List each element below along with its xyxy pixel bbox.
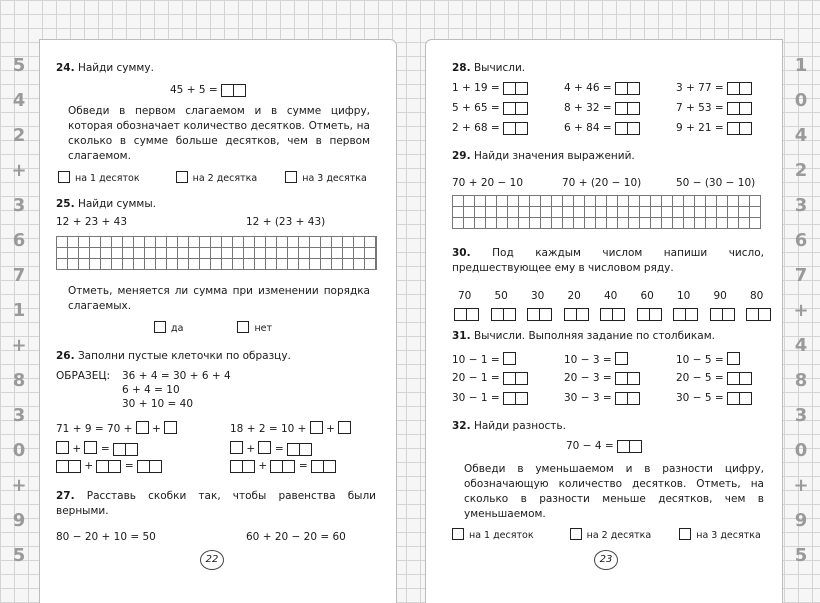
answer-boxes[interactable]	[637, 308, 662, 322]
margin-digit: 3	[794, 195, 808, 216]
exercise-32-options	[452, 528, 761, 541]
answer-boxes[interactable]	[503, 392, 528, 406]
margin-digit: +	[793, 300, 809, 321]
workbook-page-left	[40, 40, 396, 603]
sample-line: 36 + 4 = 30 + 6 + 4	[122, 370, 231, 382]
answer-grid[interactable]	[452, 195, 761, 229]
calc-item	[452, 102, 528, 116]
answer-boxes[interactable]	[617, 440, 642, 454]
exercise-25-options	[154, 321, 272, 334]
calc-item	[564, 372, 640, 386]
answer-boxes[interactable]	[491, 308, 516, 322]
answer-boxes[interactable]	[503, 372, 528, 386]
margin-digit: 5	[12, 545, 26, 566]
answer-boxes[interactable]	[287, 443, 312, 457]
exercise-26-task-1-line-3: + =	[56, 460, 162, 474]
margin-digit: +	[793, 475, 809, 496]
exercise-title: Найди суммы.	[77, 198, 156, 210]
expression-text: 30 − 3 =	[564, 392, 612, 404]
exercise-30-heading	[452, 246, 764, 276]
exercise-26-task-1: 71 + 9 = 70 + +	[56, 421, 177, 435]
expression-text: 10 − 3 =	[564, 354, 612, 366]
margin-digit: 9	[794, 510, 808, 531]
margin-digit: +	[11, 160, 27, 181]
exercise-25-expression-1: 12 + 23 + 43	[56, 216, 128, 228]
exercise-26-task-2: 18 + 2 = 10 + +	[230, 421, 351, 435]
calc-item	[564, 122, 640, 136]
calc-item	[676, 372, 752, 386]
calc-item	[676, 122, 752, 136]
margin-digit: 6	[794, 230, 808, 251]
exercise-27-expression-1: 80 − 20 + 10 = 50	[56, 531, 156, 543]
answer-boxes[interactable]	[311, 460, 336, 474]
answer-box[interactable]	[338, 421, 351, 434]
answer-boxes[interactable]	[615, 102, 640, 116]
expression-text: 9 + 21 =	[676, 122, 724, 134]
answer-box[interactable]	[164, 421, 177, 434]
margin-digit: 7	[794, 265, 808, 286]
expression-text: 3 + 77 =	[676, 82, 724, 94]
answer-boxes[interactable]	[615, 122, 640, 136]
exercise-number: 24.	[56, 62, 75, 74]
answer-box[interactable]	[230, 441, 243, 454]
exercise-27-expression-2: 60 + 20 − 20 = 60	[246, 531, 346, 543]
margin-digit: 6	[12, 230, 26, 251]
exercise-24-expression	[170, 84, 246, 98]
answer-boxes[interactable]	[56, 460, 81, 474]
expression-text: 8 + 32 =	[564, 102, 612, 114]
margin-digit: 0	[794, 440, 808, 461]
sample-label: ОБРАЗЕЦ:	[56, 370, 111, 382]
exercise-title: Найди сумму.	[77, 62, 154, 74]
margin-digit: 4	[794, 335, 808, 356]
exercise-title: Найди значения выражений.	[473, 150, 635, 162]
answer-boxes[interactable]	[527, 308, 552, 322]
exercise-26-task-2-line-3: + =	[230, 460, 336, 474]
margin-digit: 8	[794, 370, 808, 391]
option-checkbox[interactable]: на 3 десятка	[285, 173, 367, 184]
answer-box[interactable]	[84, 441, 97, 454]
exercise-25-heading	[56, 198, 156, 210]
expression-text: 30 − 1 =	[452, 392, 500, 404]
page-number: 23	[594, 550, 618, 570]
answer-box[interactable]	[727, 352, 740, 365]
answer-boxes[interactable]	[673, 308, 698, 322]
answer-boxes[interactable]	[710, 308, 735, 322]
answer-boxes[interactable]	[615, 82, 640, 96]
calc-item	[564, 352, 628, 366]
sequence-number: 90	[713, 290, 727, 302]
margin-digit: 5	[794, 545, 808, 566]
margin-digit: 1	[12, 300, 26, 321]
calc-item	[452, 82, 528, 96]
sequence-number: 60	[640, 290, 654, 302]
expression-text: 5 + 65 =	[452, 102, 500, 114]
calc-item	[564, 102, 640, 116]
expression-text: 1 + 19 =	[452, 82, 500, 94]
answer-box[interactable]	[503, 352, 516, 365]
sequence-number: 30	[531, 290, 545, 302]
option-checkbox[interactable]: нет	[237, 323, 272, 334]
exercise-25-instructions: Отметь, меняется ли сумма при изменении порядка слагаемых.	[68, 285, 370, 312]
expression-text: 10 − 5 =	[676, 354, 724, 366]
expression-text: 20 − 3 =	[564, 372, 612, 384]
sequence-number: 50	[494, 290, 508, 302]
calc-item	[676, 392, 752, 406]
margin-digit: 2	[12, 125, 26, 146]
answer-boxes[interactable]	[727, 82, 752, 96]
margin-digit: 0	[794, 90, 808, 111]
answer-boxes[interactable]	[503, 102, 528, 116]
exercise-31-heading	[452, 330, 715, 342]
margin-digit: 1	[794, 55, 808, 76]
answer-boxes[interactable]	[221, 84, 246, 98]
margin-digit: 3	[12, 195, 26, 216]
answer-boxes[interactable]	[96, 460, 121, 474]
calc-item	[564, 392, 640, 406]
expression-text: 4 + 46 =	[564, 82, 612, 94]
page-number: 22	[200, 550, 224, 570]
exercise-number: 29.	[452, 150, 471, 162]
answer-box[interactable]	[310, 421, 323, 434]
sequence-number: 20	[567, 290, 581, 302]
margin-digit: 9	[12, 510, 26, 531]
margin-digit: 8	[12, 370, 26, 391]
exercise-title: Под каждым числом напиши число, предшествующее ему в числовом ряду.	[452, 247, 764, 274]
calc-item	[676, 102, 752, 116]
margin-digit: 3	[794, 405, 808, 426]
exercise-28-heading	[452, 62, 525, 74]
answer-boxes[interactable]	[454, 308, 479, 322]
exercise-26-task-2-line-2: + =	[230, 441, 312, 457]
expression-text: 20 − 5 =	[676, 372, 724, 384]
option-checkbox[interactable]: на 3 десятка	[679, 530, 761, 541]
calc-item	[452, 372, 528, 386]
sequence-number: 80	[750, 290, 764, 302]
calc-item	[676, 82, 752, 96]
exercise-title: Расставь скобки так, чтобы равенства были верными.	[56, 490, 376, 517]
option-checkbox[interactable]: на 2 десятка	[570, 530, 652, 541]
expression-text: 20 − 1 =	[452, 372, 500, 384]
expression-text: 2 + 68 =	[452, 122, 500, 134]
margin-digit: 2	[794, 160, 808, 181]
expression-text: 45 + 5 =	[170, 84, 218, 96]
exercise-27-heading	[56, 489, 376, 519]
option-checkbox[interactable]: на 2 десятка	[176, 173, 258, 184]
answer-boxes[interactable]	[503, 82, 528, 96]
exercise-32-heading	[452, 420, 566, 432]
answer-box[interactable]	[258, 441, 271, 454]
exercise-number: 26.	[56, 350, 75, 362]
answer-box[interactable]	[56, 441, 69, 454]
exercise-32-expression	[566, 440, 642, 454]
answer-boxes[interactable]	[137, 460, 162, 474]
exercise-24-heading	[56, 62, 154, 74]
answer-box[interactable]	[136, 421, 149, 434]
exercise-title: Найди разность.	[473, 420, 566, 432]
calc-item	[452, 122, 528, 136]
margin-digit: 0	[12, 440, 26, 461]
sequence-number: 40	[604, 290, 618, 302]
sequence-number: 70	[458, 290, 472, 302]
exercise-number: 28.	[452, 62, 471, 74]
exercise-25-expression-2: 12 + (23 + 43)	[246, 216, 326, 228]
exercise-title: Вычисли.	[473, 62, 526, 74]
expression-text: 30 − 5 =	[676, 392, 724, 404]
exercise-title: Вычисли. Выполняя задание по столбикам.	[473, 330, 715, 342]
workbook-page-right	[426, 40, 782, 603]
calc-item	[564, 82, 640, 96]
expression-text: 10 − 1 =	[452, 354, 500, 366]
margin-digit: 3	[12, 405, 26, 426]
answer-boxes[interactable]	[270, 460, 295, 474]
margin-digit: +	[11, 335, 27, 356]
exercise-32-instructions: Обведи в уменьшаемом и в разности цифру, обозначающую количество десятков. Отметь, на сколько в разности меньше десятков, чем в уменьшаемом.	[464, 463, 764, 520]
exercise-29-heading	[452, 150, 635, 162]
exercise-number: 25.	[56, 198, 75, 210]
answer-boxes[interactable]	[503, 122, 528, 136]
answer-box[interactable]	[615, 352, 628, 365]
exercise-24-instructions: Обведи в первом слагаемом и в сумме цифру, которая обозначает количество десятков. Отметь, на сколько в сумме больше десятков, чем в первом слагаемом.	[68, 105, 370, 162]
expression-text: 70 − 4 =	[566, 440, 614, 452]
margin-digit: 4	[794, 125, 808, 146]
calc-item	[452, 392, 528, 406]
margin-digit: +	[11, 475, 27, 496]
calc-item	[452, 352, 516, 366]
expression-text: 6 + 84 =	[564, 122, 612, 134]
exercise-number: 27.	[56, 490, 75, 502]
answer-boxes[interactable]	[564, 308, 589, 322]
answer-boxes[interactable]	[727, 372, 752, 386]
answer-boxes[interactable]	[727, 122, 752, 136]
exercise-number: 32.	[452, 420, 471, 432]
margin-digit: 4	[12, 90, 26, 111]
answer-boxes[interactable]	[727, 392, 752, 406]
margin-digit: 5	[12, 55, 26, 76]
sample-line: 6 + 4 = 10	[122, 384, 180, 396]
exercise-number: 30.	[452, 247, 471, 259]
exercise-29-expression: 70 + (20 − 10)	[562, 177, 642, 189]
exercise-26-heading	[56, 350, 291, 362]
margin-digit: 7	[12, 265, 26, 286]
exercise-29-expression: 70 + 20 − 10	[452, 177, 524, 189]
expression-text: 7 + 53 =	[676, 102, 724, 114]
option-checkbox[interactable]: на 1 десяток	[58, 173, 140, 184]
sequence-number: 10	[677, 290, 691, 302]
answer-boxes[interactable]	[230, 460, 255, 474]
exercise-26-task-1-line-2: + =	[56, 441, 138, 457]
exercise-29-expression: 50 − (30 − 10)	[676, 177, 756, 189]
answer-boxes[interactable]	[727, 102, 752, 116]
answer-boxes[interactable]	[600, 308, 625, 322]
option-checkbox[interactable]: да	[154, 323, 183, 334]
answer-boxes[interactable]	[746, 308, 771, 322]
exercise-24-options	[58, 171, 367, 184]
sample-line: 30 + 10 = 40	[122, 398, 194, 410]
answer-grid[interactable]	[56, 236, 377, 270]
option-checkbox[interactable]: на 1 десяток	[452, 530, 534, 541]
calc-item	[676, 352, 740, 366]
exercise-number: 31.	[452, 330, 471, 342]
answer-boxes[interactable]	[113, 443, 138, 457]
answer-boxes[interactable]	[615, 372, 640, 386]
exercise-title: Заполни пустые клеточки по образцу.	[77, 350, 291, 362]
answer-boxes[interactable]	[615, 392, 640, 406]
